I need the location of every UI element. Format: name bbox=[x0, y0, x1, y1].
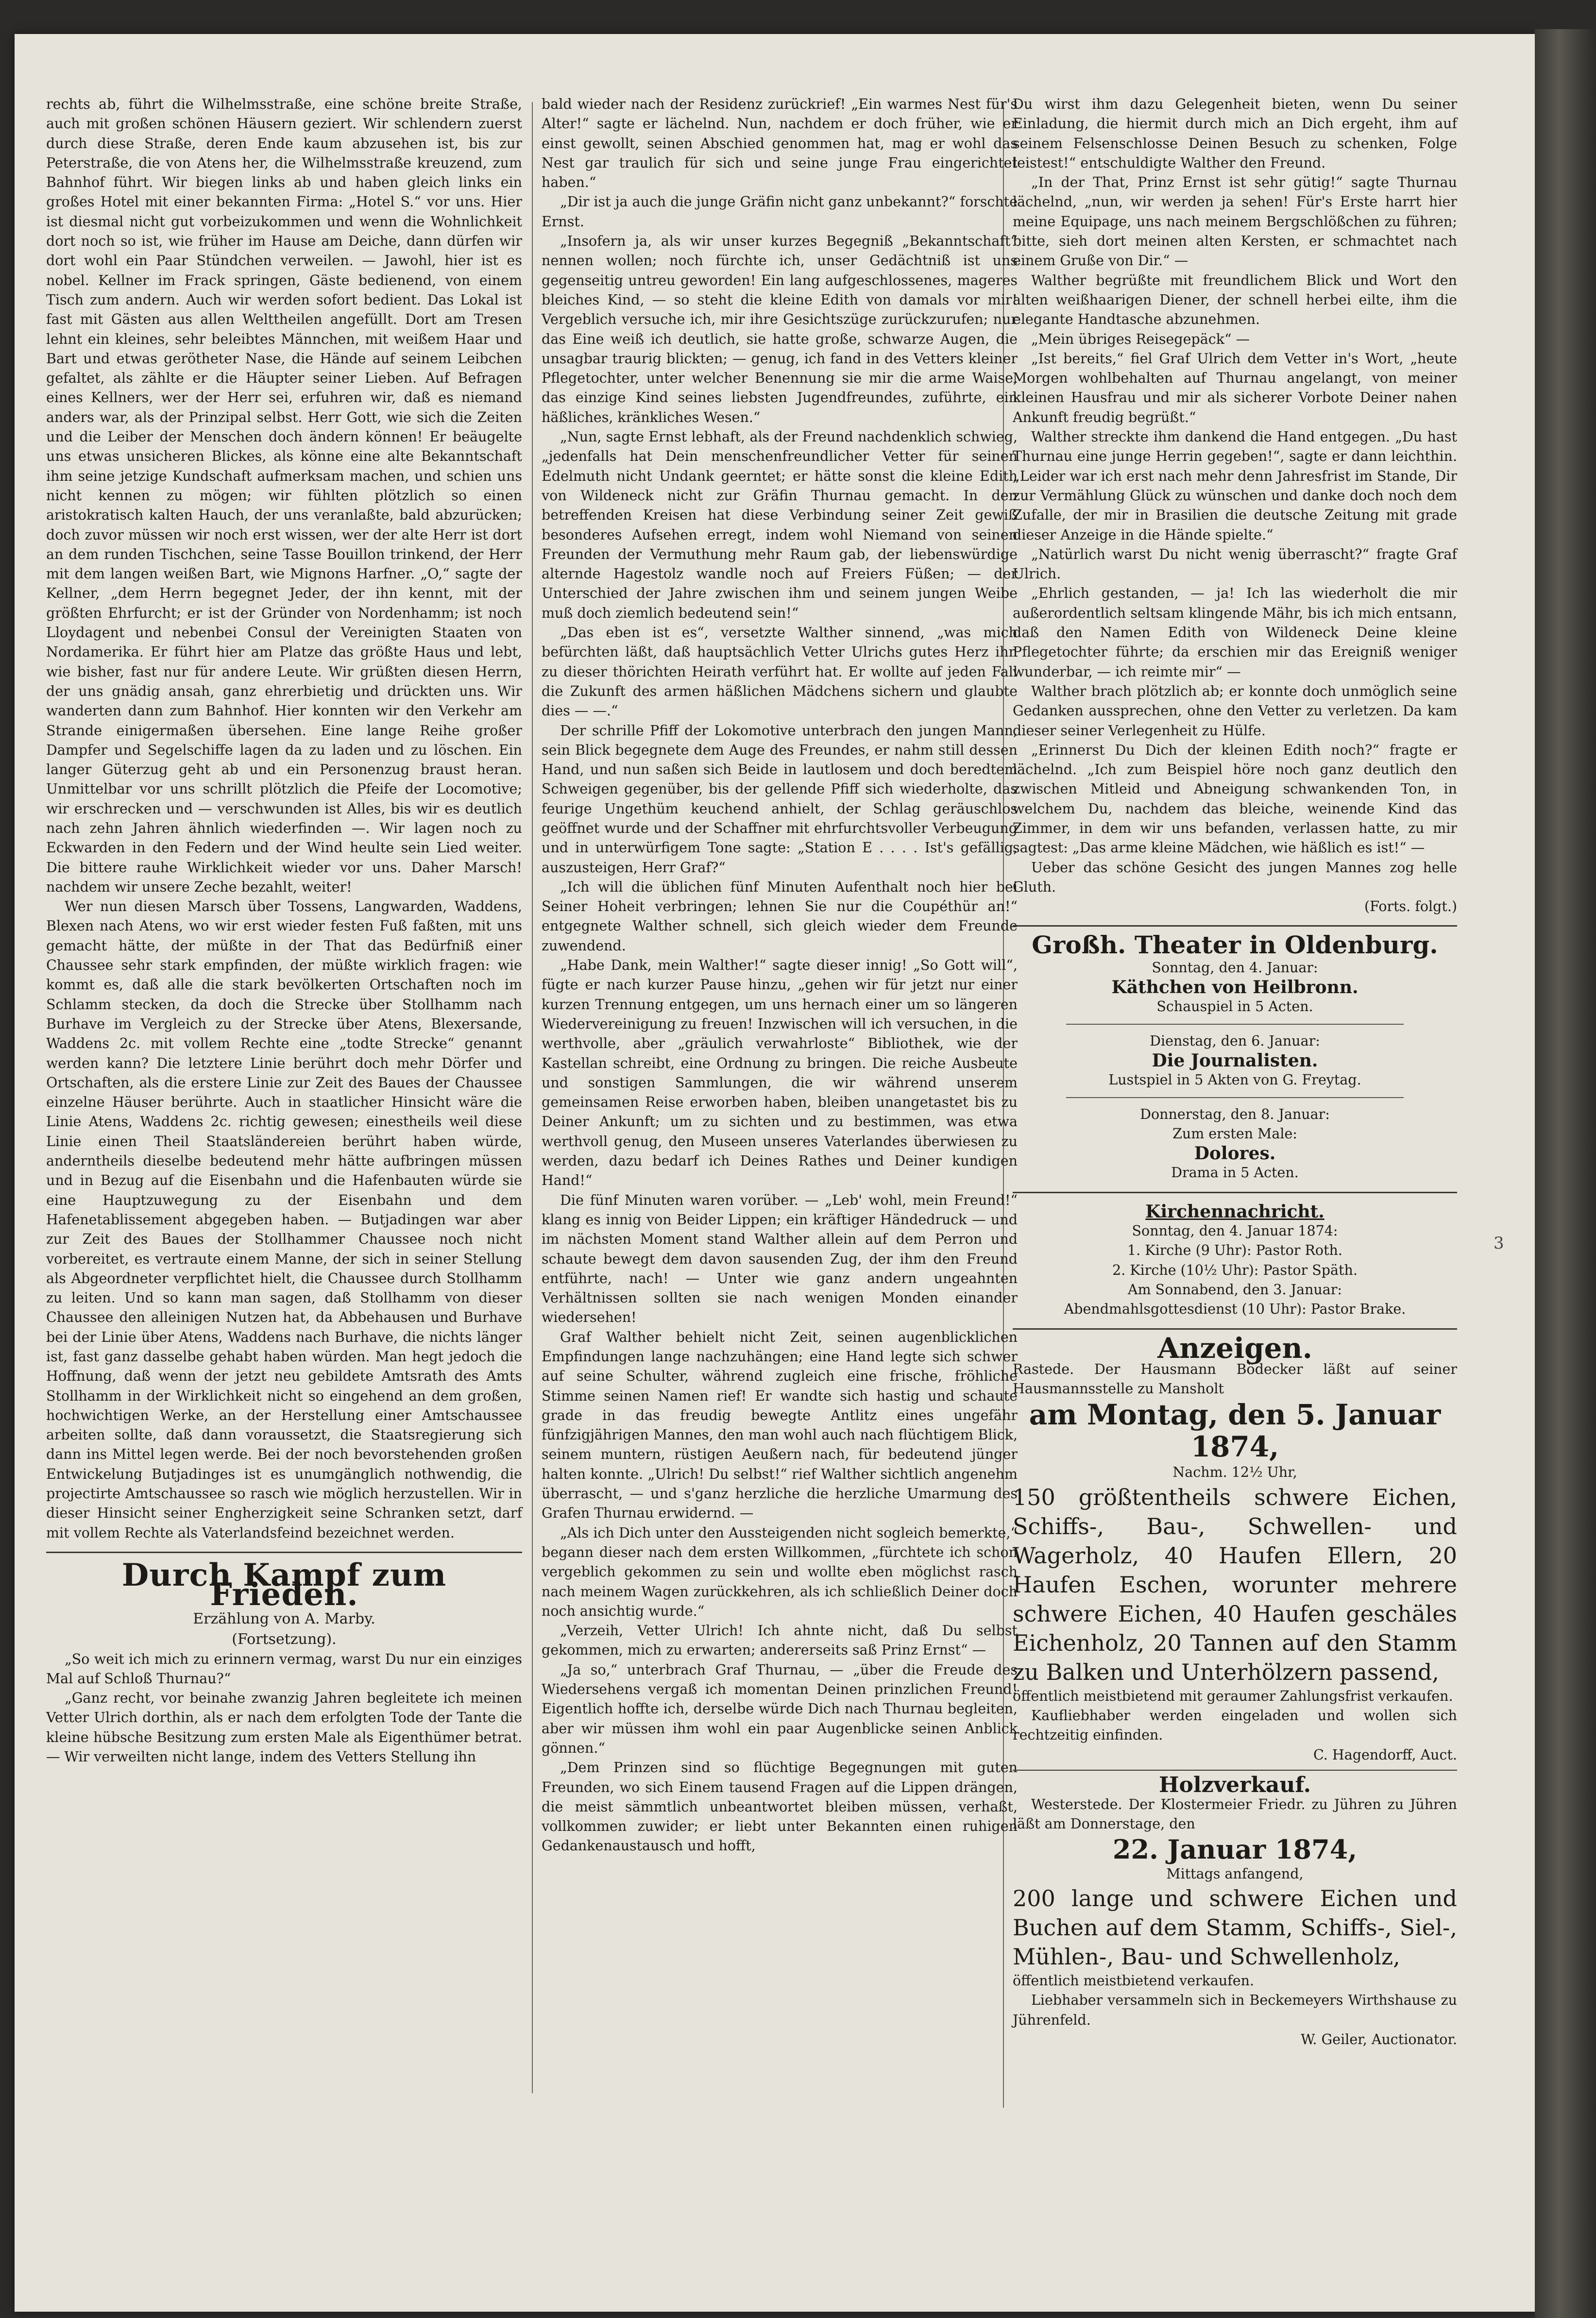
page-number: 3 bbox=[1494, 1234, 1504, 1253]
theater-day: Dienstag, den 6. Januar: bbox=[1150, 1032, 1320, 1049]
story-paragraph: bald wieder nach der Residenz zurückrief! „Ein warmes Nest für's Alter!“ sagte er lächelnd. Nun, nachdem er doch früher, wie er einst gewollt, seinen Abschied genommen hat, mag er wohl das Nest gar traulich für sich und seine junge Frau eingerichtet haben.“ bbox=[542, 96, 1018, 191]
ad-date: 22. Januar 1874, bbox=[1112, 1833, 1358, 1865]
story-paragraph: Der schrille Pfiff der Lokomotive unterbrach den jungen Mann, sein Blick begegnete dem Auge des Freundes, er nahm still dessen Hand, und nun saßen sich Beide in lautlosem und doch beredtem Schweigen gegenüber, bis der gellende Pfiff sich wiederholte, das feurige Ungethüm keuchend anhielt, der Schlag geräuschlos geöffnet wurde und der Schaffner mit ehrfurchtsvoller Verbeugung und in unterwürfigem Tone sagte: „Station E . . . . Ist's gefällig, auszusteigen, Herr Graf?“ bbox=[542, 722, 1018, 876]
ad-body: 150 größtentheils schwere Eichen, Schiffs-, Bau-, Schwellen- und Wagerholz, 40 Haufen Ellern, 20 Haufen Eschen, worunter mehrere schwere Eichen, 40 Haufen geschäles Eichenholz, 20 Tannen auf den Stamm zu Balken und Unterhölzern passend, bbox=[1013, 1484, 1457, 1685]
column-rule-1 bbox=[532, 102, 533, 2093]
story-paragraph: „Das eben ist es“, versetzte Walther sinnend, „was mich befürchten läßt, daß hauptsächlich Vetter Ulrichs gutes Herz ihn zu dieser thörichten Heirath verführt hat. Er wollte auf jeden Fall die Zukunft des armen häßlichen Mädchens sichern und glaubte dies — —.“ bbox=[542, 625, 1018, 719]
ad-terms: öffentlich meistbietend verkaufen. bbox=[1013, 1973, 1255, 1989]
column-1 bbox=[46, 95, 522, 1767]
section-divider bbox=[1013, 1328, 1457, 1330]
program-divider bbox=[1066, 1024, 1404, 1025]
ad-signature: C. Hagendorff, Auct. bbox=[1313, 1746, 1457, 1763]
column-3 bbox=[1013, 95, 1457, 2049]
theater-note: Zum ersten Male: bbox=[1172, 1125, 1297, 1142]
story-paragraph: „Natürlich warst Du nicht wenig überrascht?“ fragte Graf Ulrich. bbox=[1013, 546, 1457, 582]
story-paragraph: Walther streckte ihm dankend die Hand entgegen. „Du hast Thurnau eine junge Herrin gegeben!“, sagte er dann leichthin. „Leider war ich erst nach mehr denn Jahresfrist im Stande, Dir zur Vermählung Glück zu wünschen und danke doch noch dem Zufalle, der mir in Brasilien die deutsche Zeitung mit grade dieser Anzeige in die Hände spielte.“ bbox=[1013, 429, 1457, 543]
story-continuation: (Fortsetzung). bbox=[232, 1630, 337, 1648]
church-date: Sonntag, den 4. Januar 1874: bbox=[1132, 1223, 1338, 1239]
theater-play: Käthchen von Heilbronn. bbox=[1111, 977, 1358, 998]
article-paragraph: Wer nun diesen Marsch über Tossens, Langwarden, Waddens, Blexen nach Atens, wo wir erst wieder festen Fuß faßten, mit uns gemacht hätte, der müßte in der That das Bedürfniß einer Chaussee sehr stark empfinden, der müßte wirklich fragen: wie kommt es, daß alle die stark bevölkerten Ortschaften noch im Schlamm stecken, da doch die Strecke über Stollhamm nach Burhave im Vergleich zu der Strecke über Atens, Blexersande, Waddens 2c. mit vollem Rechte eine „todte Strecke“ genannt werden kann? Die letztere Linie berührt doch mehr Dörfer und Ortschaften, als die erstere Linie zur Zeit des Baues der Chaussee einzelne Häuser berührte. Auch in staatlicher Hinsicht wäre die Linie Atens, Waddens 2c. richtig gewesen; einestheils weil diese Linie einen Theil Staatsländereien berührt haben würde, anderntheils dieselbe bedeutend mehr hätte aufbringen müssen und in Bezug auf die Eisenbahn und die Hafenbauten würde sie eine Hauptzuwegung zu der Eisenbahn und dem Hafenetablissement abgegeben haben. — Butjadingen war aber zur Zeit des Baues der Stollhammer Chaussee noch nicht vorbereitet, es vertraute einem Manne, der sich in seiner Stellung als Abgeordneter verpflichtet hielt, die Chaussee durch Stollhamm zu leiten. Und so kann man sagen, daß Stollhamm von dieser Chaussee den alleinigen Nutzen hat, da Abbehausen und Burhave bei der Linie über Atens, Waddens nach Burhave, die nichts länger ist, fast ganz dasselbe gehabt haben würden. Man hegt jedoch die Hoffnung, daß wenn der jetzt neu gebildete Amtsrath des Amts Stollhamm in der Wirklichkeit nicht so eingehend an dem großen, hochwichtigen Werke, an der Herstellung einer Amtschaussee arbeiten sollte, daß dann voraussetzt, die Staatsregierung sich dann ins Mittel legen werde. Bei der noch bevorstehenden großen Entwickelung Butjadinges ist es unumgänglich nothwendig, die projectirte Amtschaussee so rasch wie möglich herzustellen. Wir in dieser Hinsicht seiner Engherzigkeit seine Schranken setzt, darf mit vollem Rechte als Vaterlandsfeind bezeichnet werden. bbox=[46, 898, 522, 1541]
ad-intro: Rastede. Der Hausmann Bödecker läßt auf seiner Hausmannsstelle zu Mansholt bbox=[1013, 1361, 1457, 1397]
story-paragraph: „Mein übriges Reisegepäck“ — bbox=[1031, 331, 1250, 347]
story-paragraph: Graf Walther behielt nicht Zeit, seinen augenblicklichen Empfindungen lange nachzuhängen; eine Hand legte sich schwer auf seine Schulter, während zugleich eine frische, fröhliche Stimme seinen Namen rief! Er wandte sich hastig und schaute grade in das freudig bewegte Antlitz eines ungefähr fünfzigjährigen Mannes, den man wohl auch nach flüchtigem Blick, seinem muntern, rüstigen Aeußern nach, für bedeutend jünger halten konnte. „Ulrich! Du selbst!“ rief Walther sichtlich angenehm überrascht, — und s'ganz herzliche die herzliche Umarmung des Grafen Thurnau erwidernd. — bbox=[542, 1329, 1018, 1522]
theater-play: Dolores. bbox=[1194, 1143, 1276, 1164]
story-paragraph: Walther begrüßte mit freundlichem Blick und Wort den alten weißhaarigen Diener, der schnell herbei eilte, ihm die elegante Handtasche abzunehmen. bbox=[1013, 272, 1457, 328]
ad-signature: W. Geiler, Auctionator. bbox=[1301, 2031, 1457, 2047]
ad-divider bbox=[1013, 1770, 1457, 1771]
article-paragraph: rechts ab, führt die Wilhelmsstraße, eine schöne breite Straße, auch mit großen schönen Häusern geziert. Wir schlendern zuerst durch diese Straße, deren Ende kaum abzusehen ist, bis zur Peterstraße, die von Atens her, die Wilhelmsstraße kreuzend, zum Bahnhof führt. Wir biegen links ab und haben gleich links ein großes Hotel mit einer bekannten Firma: „Hotel S.“ vor uns. Hier ist diesmal nicht gut vorbeizukommen und wenn die Wohnlichkeit dort noch so ist, wie früher im Hause am Deiche, dann dürfen wir dort wohl ein Paar Stündchen verweilen. — Jawohl, hier ist es nobel. Kellner im Frack springen, Gäste bedienend, von einem Tisch zum andern. Auch wir werden sofort bedient. Das Lokal ist fast mit Gästen aus allen Welttheilen angefüllt. Dort am Tresen lehnt ein kleines, sehr beleibtes Männchen, mit weißem Haar und Bart und etwas gerötheter Nase, die Hände auf seinem Leibchen gefaltet, als zählte er die Häupter seiner Lieben. Auf Befragen eines Kellners, wer der Herr sei, erfuhren wir, daß es niemand anders war, als der Prinzipal selbst. Herr Gott, wie sich die Zeiten und die Leiber der Menschen doch ändern können! Er beäugelte uns etwas unsicheren Blickes, als könne eine alte Bekanntschaft ihm seine jetzige Kundschaft aufmerksam machen, und schien uns nicht kennen zu mögen; wir fühlten plötzlich so einen aristokratisch kalten Hauch, der uns veranlaßte, bald abzurücken; doch zuvor müssen wir noch erst wissen, wer der alte Herr ist dort an dem runden Tischchen, seine Tasse Bouillon trinkend, der Herr mit dem langen weißen Bart, wie Mignons Harfner. „O,“ sagte der Kellner, „dem Herrn begegnet Jeder, der ihn kennt, mit der größten Ehrfurcht; er ist der Gründer von Nordenhamm; ist noch Lloydagent und nebenbei Consul der Vereinigten Staaten von Nordamerika. Er führt hier am Platze das größte Haus und lebt, wie bisher, fast nur für andere Leute. Wir grüßten diesen Herrn, der uns gnädig ansah, ganz ehrerbietig und drückten uns. Wir wanderten dann zum Bahnhof. Hier konnten wir den Verkehr am Strande einigermaßen übersehen. Eine lange Reihe großer Dampfer und Segelschiffe lagen da zu laden und zu löschen. Ein langer Güterzug geht ab und ein Personenzug braust heran. Unmittelbar vor uns schrillt plötzlich die Pfeife der Locomotive; wir erschrecken und — verschwunden ist Alles, bis wir es deutlich nach zehn Jahren ähnlich wiederfinden —. Wir lagen noch zu Eckwarden in den Federn und der Wind heulte sein Lied weiter. Die bittere rauhe Wirklichkeit wieder vor uns. Daher Marsch! nachdem wir unsere Zeche bezahlt, weiter! bbox=[46, 96, 522, 895]
story-paragraph: Walther brach plötzlich ab; er konnte doch unmöglich seine Gedanken aussprechen, ohne den Vetter zu verletzen. Da kam dieser seiner Verlegenheit zu Hülfe. bbox=[1013, 683, 1457, 739]
story-paragraph: „Ganz recht, vor beinahe zwanzig Jahren begleitete ich meinen Vetter Ulrich dorthin, als er nach dem erfolgten Tode der Tante die kleine hübsche Besitzung zum ersten Male als Eigenthümer betrat. — Wir verweilten nicht lange, indem des Vetters Stellung ihn bbox=[46, 1690, 522, 1765]
theater-heading: Großh. Theater in Oldenburg. bbox=[1032, 931, 1438, 960]
theater-day: Sonntag, den 4. Januar: bbox=[1152, 959, 1318, 976]
to-be-continued: (Forts. folgt.) bbox=[1364, 898, 1457, 915]
story-paragraph: „Verzeih, Vetter Ulrich! Ich ahnte nicht, daß Du selbst gekommen, mich zu erwarten; andererseits saß Prinz Ernst“ — bbox=[542, 1623, 1018, 1658]
church-line: 1. Kirche (9 Uhr): Pastor Roth. bbox=[1127, 1242, 1342, 1259]
church-notice bbox=[1013, 1221, 1457, 1319]
story-paragraph: „Habe Dank, mein Walther!“ sagte dieser innig! „So Gott will“, fügte er nach kurzer Pause hinzu, „gehen wir für jetzt nur einer kurzen Trennung entgegen, um uns hernach einer um so längeren Wiedervereinigung zu freuen! Inzwischen will ich versuchen, in die werthvolle, aber „gräulich verwahrloste“ Bibliothek, wie der Kastellan schreibt, eine Ordnung zu bringen. Die reiche Ausbeute und sonstigen Sammlungen, die wir während unserem gemeinsamen Reise erworben haben, bleiben unangetastet bis zu Deiner Ankunft; um zu sichten und zu bestimmen, was etwa werthvoll genug, den Museen unseres Vaterlandes überwiesen zu werden, dazu bedarf ich Deines Rathes und Deiner kundigen Hand!“ bbox=[542, 957, 1018, 1189]
story-paragraph: Ueber das schöne Gesicht des jungen Mannes zog helle Gluth. bbox=[1013, 859, 1457, 895]
section-divider bbox=[46, 1552, 522, 1553]
story-paragraph: Die fünf Minuten waren vorüber. — „Leb' wohl, mein Freund!“ klang es innig von Beider Lippen; ein kräftiger Händedruck — und im nächsten Moment stand Walther allein auf dem Perron und schaute bewegt dem davon sausenden Zug, der ihm den Freund entführte, nach! — Unter wie ganz andern ungeahnten Verhältnissen sollten sie nach wenigen Monden einander wiedersehen! bbox=[542, 1192, 1018, 1326]
story-paragraph: „In der That, Prinz Ernst ist sehr gütig!“ sagte Thurnau lächelnd, „nun, wir werden ja sehen! Für's Erste harrt hier meine Equipage, uns nach meinem Bergschlößchen zu führen; bitte, sieh dort meinen alten Kersten, er schmachtet nach einem Gruße von Dir.“ — bbox=[1013, 174, 1457, 269]
ad-terms: öffentlich meistbietend mit geraumer Zahlungsfrist verkaufen. bbox=[1013, 1688, 1453, 1704]
theater-play: Die Journalisten. bbox=[1152, 1050, 1318, 1071]
column-2 bbox=[542, 95, 1018, 1856]
story-paragraph: Du wirst ihm dazu Gelegenheit bieten, wenn Du seiner Einladung, die hiermit durch mich an Dich ergeht, ihm auf seinem Felsenschlosse Deinen Besuch zu schenken, Folge leistest!“ entschuldigte Walther den Freund. bbox=[1013, 96, 1457, 171]
story-paragraph: „Als ich Dich unter den Aussteigenden nicht sogleich bemerkte,“ begann dieser nach dem ersten Willkommen, „fürchtete ich schon vergeblich gekommen zu sein und wollte eben möglichst rasch nach meinem Wagen zurückkehren, als ich schließlich Deiner doch noch ansichtig wurde.“ bbox=[542, 1524, 1018, 1619]
ad-time: Mittags anfangend, bbox=[1166, 1865, 1304, 1882]
story-paragraph: „Ja so,“ unterbrach Graf Thurnau, — „über die Freude des Wiedersehens vergaß ich momentan Deinen prinzlichen Freund! Eigentlich hoffte ich, derselbe würde Dich nach Thurnau begleiten, aber wir müssen ihm wohl ein paar Augenblicke seinen Anblick gönnen.“ bbox=[542, 1661, 1018, 1756]
story-paragraph: „So weit ich mich zu erinnern vermag, warst Du nur ein einziges Mal auf Schloß Thurnau?“ bbox=[46, 1651, 522, 1687]
church-line: Abendmahlsgottesdienst (10 Uhr): Pastor Brake. bbox=[1064, 1301, 1406, 1318]
ads-heading: Anzeigen. bbox=[1157, 1331, 1312, 1365]
story-paragraph: „Ich will die üblichen fünf Minuten Aufenthalt noch hier bei Seiner Hoheit verbringen; lehnen Sie nur die Coupéthür an!“ entgegnete Walther schnell, sich gleich wieder dem Freunde zuwendend. bbox=[542, 879, 1018, 954]
ad-intro: Westerstede. Der Klostermeier Friedr. zu Jühren zu Jühren läßt am Donnerstage, den bbox=[1013, 1796, 1457, 1832]
ad-time: Nachm. 12½ Uhr, bbox=[1172, 1464, 1297, 1481]
theater-genre: Lustspiel in 5 Akten von G. Freytag. bbox=[1108, 1072, 1361, 1088]
ad-body: 200 lange und schwere Eichen und Buchen auf dem Stamm, Schiffs-, Siel-, Mühlen-, Bau- und Schwellenholz, bbox=[1013, 1885, 1457, 1970]
story-paragraph: „Erinnerst Du Dich der kleinen Edith noch?“ fragte er lächelnd. „Ich zum Beispiel höre noch ganz deutlich den zwischen Mitleid und Abneigung schwankenden Ton, in welchem Du, nachdem das bleiche, weinende Kind das Zimmer, in dem wir uns befanden, verlassen hatte, zu mir sagtest: „Das arme kleine Mädchen, wie häßlich es ist!“ — bbox=[1013, 742, 1457, 856]
section-divider bbox=[1013, 1192, 1457, 1193]
church-line: 2. Kirche (10½ Uhr): Pastor Späth. bbox=[1112, 1262, 1358, 1278]
theater-program bbox=[1013, 958, 1457, 1183]
theater-genre: Drama in 5 Acten. bbox=[1171, 1165, 1299, 1181]
story-title: Durch Kampf zum Frieden. bbox=[121, 1557, 447, 1613]
story-paragraph: „Ehrlich gestanden, — ja! Ich las wiederholt die mir außerordentlich seltsam klingende Mähr, bis ich mich entsann, daß den Namen Edith von Wildeneck Deine kleine Pflegetochter führte; da erschien mir das Ereigniß weniger wunderbar, — ich reimte mir“ — bbox=[1013, 585, 1457, 680]
section-divider bbox=[1013, 925, 1457, 927]
church-heading: Kirchennachricht. bbox=[1145, 1201, 1324, 1222]
story-paragraph: „Dem Prinzen sind so flüchtige Begegnungen mit guten Freunden, wo sich Einem tausend Fragen auf die Lippen drängen, die meist sämmtlich unbeantwortet bleiben müssen, verhaßt, vollkommen zuwider; er liebt unter Bekannten einen ruhigen Gedankenaustausch und hofft, bbox=[542, 1760, 1018, 1854]
story-author: Erzählung von A. Marby. bbox=[193, 1610, 375, 1627]
church-line: Am Sonnabend, den 3. Januar: bbox=[1128, 1281, 1342, 1298]
theater-day: Donnerstag, den 8. Januar: bbox=[1140, 1106, 1330, 1122]
scan-binding-edge bbox=[1535, 29, 1596, 2318]
story-paragraph: „Ist bereits,“ fiel Graf Ulrich dem Vetter in's Wort, „heute Morgen wohlbehalten auf Thurnau angelangt, von meiner kleinen Hausfrau und mir als sicherer Vorbote Deiner nahen Ankunft freudig begrüßt.“ bbox=[1013, 350, 1457, 425]
ad-buyers: Liebhaber versammeln sich in Beckemeyers Wirthshause zu Jührenfeld. bbox=[1013, 1992, 1457, 2028]
program-divider bbox=[1066, 1097, 1404, 1098]
ad-date: am Montag, den 5. Januar 1874, bbox=[1029, 1398, 1441, 1464]
story-paragraph: „Dir ist ja auch die junge Gräfin nicht ganz unbekannt?“ forschte Ernst. bbox=[542, 194, 1018, 230]
theater-genre: Schauspiel in 5 Acten. bbox=[1156, 998, 1313, 1015]
ad-buyers: Kaufliebhaber werden eingeladen und wollen sich rechtzeitig einfinden. bbox=[1013, 1708, 1457, 1743]
story-paragraph: „Nun, sagte Ernst lebhaft, als der Freund nachdenklich schwieg, „jedenfalls hat Dein menschenfreundlicher Vetter für seinen Edelmuth nicht Undank geerntet; er hätte sonst die kleine Edith von Wildeneck nicht zur Gräfin Thurnau gemacht. In den betreffenden Kreisen hat diese Verbindung seiner Zeit gewiß besonderes Aufsehen erregt, indem wohl Niemand von seinen Freunden der Vermuthung mehr Raum gab, der liebenswürdige alternde Hagestolz wandle noch auf Freiers Füßen; — der Unterschied der Jahre zwischen ihm und seinem jungen Weibe muß doch ziemlich bedeutend sein!“ bbox=[542, 429, 1018, 621]
ad-heading: Holzverkauf. bbox=[1158, 1772, 1311, 1797]
story-paragraph: „Insofern ja, als wir unser kurzes Begegniß „Bekanntschaft“ nennen wollen; noch fürchte ich, unser Gedächtniß ist uns gegenseitig untreu geworden! Ein lang aufgeschlossenes, mageres bleiches Kind, — so steht die kleine Edith von damals vor mir! Vergeblich versuche ich, mir ihre Gesichtszüge zurückzurufen; nur das Eine weiß ich deutlich, sie hatte große, schwarze Augen, die unsagbar traurig blickten; — genug, ich fand in des Vetters kleiner Pflegetochter, unter welcher Benennung sie mir die arme Waise, das einzige Kind seines liebsten Jugendfreundes, zuführte, ein häßliches, kränkliches Wesen.“ bbox=[542, 233, 1018, 425]
